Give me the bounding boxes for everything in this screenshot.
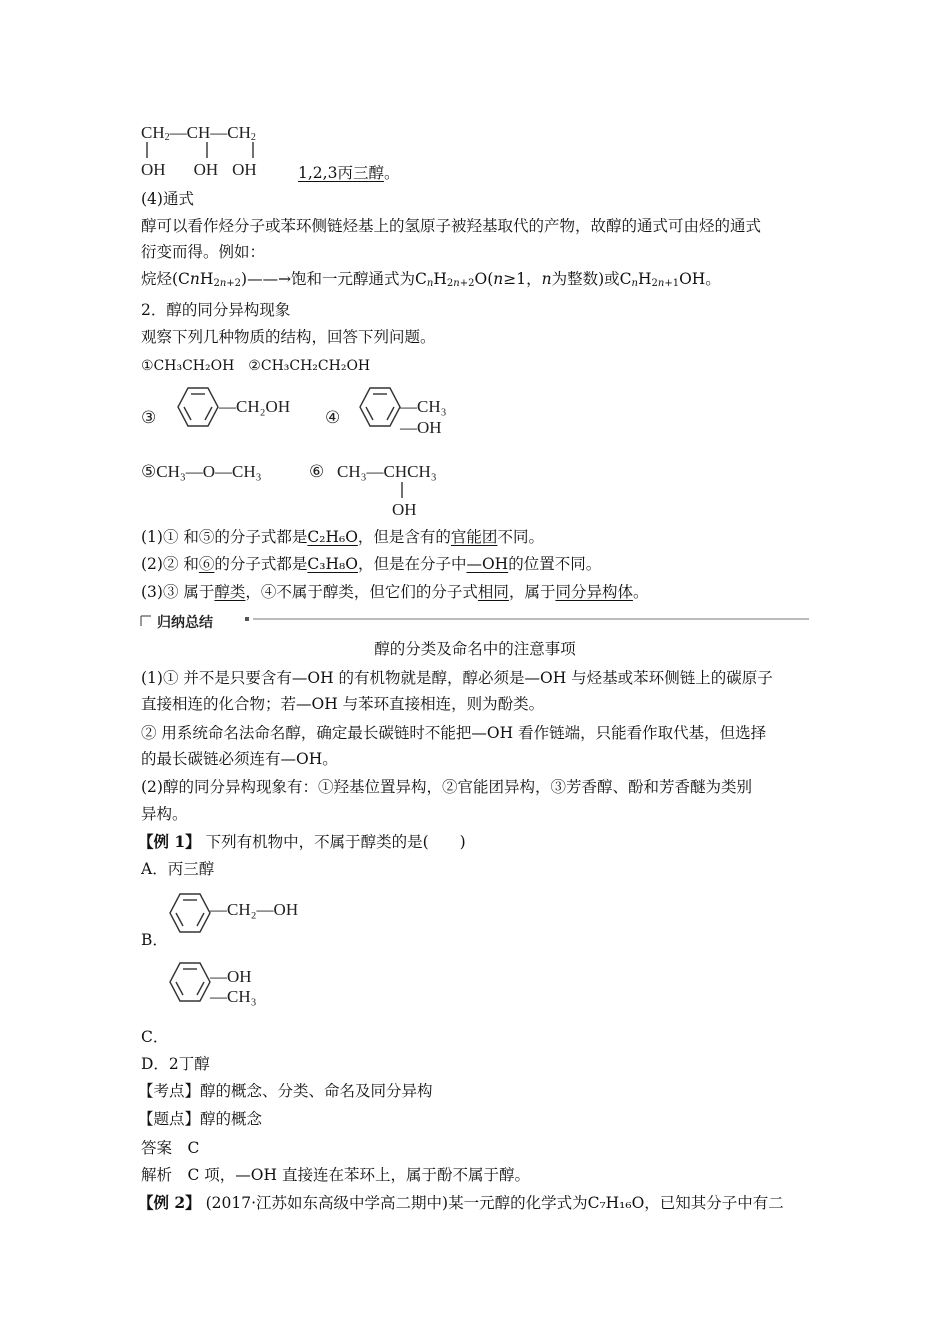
summary-l1: (1)① 并不是只要含有—OH 的有机物就是醇，醇必须是—OH 与烃基或苯环侧链上的碳原子 <box>141 669 773 687</box>
general-p3: 烷烃(CnH$_{2n+2}$)——→饱和一元醇通式为$C_nH_{2n+2}O(n\ge 1$，n为整数)或$C_nH_{2n+1}OH$。 <box>141 270 721 289</box>
isomer-q3: (3)③ 属于醇类，④不属于醇类，但它们的分子式相同，属于同分异构体。 <box>141 583 649 601</box>
isomer-s5: ⑤CH₃—O—CH₃ <box>141 462 262 481</box>
glycerol-oh: OH OH OH <box>141 160 257 179</box>
example1-option-d: D．2丁醇 <box>141 1055 210 1073</box>
isomer-s3: —CH₂OH <box>219 397 291 416</box>
example1-explanation: 解析 C 项，—OH 直接连在苯环上，属于酚不属于醇。 <box>141 1166 530 1184</box>
general-heading: (4)通式 <box>141 190 194 208</box>
isomer-n6: ⑥ <box>309 462 325 481</box>
summary-l5: (2)醇的同分异构现象有：①羟基位置异构，②官能团异构，③芳香醇、酚和芳香醚为类别 <box>141 778 752 796</box>
summary-l3: ② 用系统命名法命名醇，确定最长碳链时不能把—OH 看作链端，只能看作取代基，但选择 <box>141 724 767 742</box>
glycerol-top: $CH_2—CH—CH_2$ <box>141 123 256 143</box>
example1-b-group: —CH₂—OH <box>210 900 299 919</box>
isomer-n4: ④ <box>325 408 341 427</box>
isomer-heading: 2．醇的同分异构现象 <box>141 301 291 319</box>
isomer-s1: ①CH₃CH₂OH ②CH₃CH₂CH₂OH <box>141 358 371 374</box>
isomer-q2: (2)② 和⑥的分子式都是C₃H₈O，但是在分子中—OH的位置不同。 <box>141 555 602 573</box>
general-p2: 衍变而得。例如： <box>141 243 266 261</box>
isomer-s6: CH₃—CHCH₃ <box>337 462 437 481</box>
summary-l6: 异构。 <box>141 805 188 823</box>
isomer-6-bond <box>398 480 408 500</box>
glycerol-bonds <box>141 140 281 160</box>
isomer-n3: ③ <box>141 408 157 427</box>
general-p1: 醇可以看作烃分子或苯环侧链烃基上的氢原子被羟基取代的产物，故醇的通式可由烃的通式 <box>141 217 762 235</box>
isomer-q1: (1)① 和⑤的分子式都是C₂H₆O，但是含有的官能团不同。 <box>141 528 544 546</box>
summary-tag-rule <box>141 612 809 628</box>
summary-tag-title: 归纳总结 <box>157 615 213 631</box>
isomer-s6-oh: OH <box>392 500 417 519</box>
example2-question: 【例 2】 (2017·江苏如东高级中学高二期中)某一元醇的化学式为C₇H₁₆O，已知其分子中有二 <box>138 1193 784 1212</box>
example1-answer: 答案 C <box>141 1139 200 1157</box>
example1-c-ch3: —CH₃ <box>210 987 257 1006</box>
summary-tag <box>141 612 809 631</box>
example1-c-oh: —OH <box>210 967 252 986</box>
example1-tidian: 【题点】醇的概念 <box>138 1110 263 1128</box>
example1-option-c: C． <box>141 1028 169 1046</box>
glycerol-name: 1,2,3丙三醇。 <box>298 164 400 182</box>
example1-option-b: B． <box>141 931 168 949</box>
example1-question: 【例 1】 下列有机物中，不属于醇类的是( ) <box>138 832 466 851</box>
isomer-intro: 观察下列几种物质的结构，回答下列问题。 <box>141 328 436 346</box>
isomer-s4a: —CH₃ <box>400 397 447 416</box>
summary-title: 醇的分类及命名中的注意事项 <box>374 640 576 658</box>
example1-option-a: A．丙三醇 <box>141 860 215 878</box>
summary-l4: 的最长碳链必须连有—OH。 <box>141 750 338 768</box>
summary-l2: 直接相连的化合物；若—OH 与苯环直接相连，则为酚类。 <box>141 695 545 713</box>
example1-kaodian: 【考点】醇的概念、分类、命名及同分异构 <box>138 1082 433 1100</box>
isomer-s4b: —OH <box>400 418 442 437</box>
